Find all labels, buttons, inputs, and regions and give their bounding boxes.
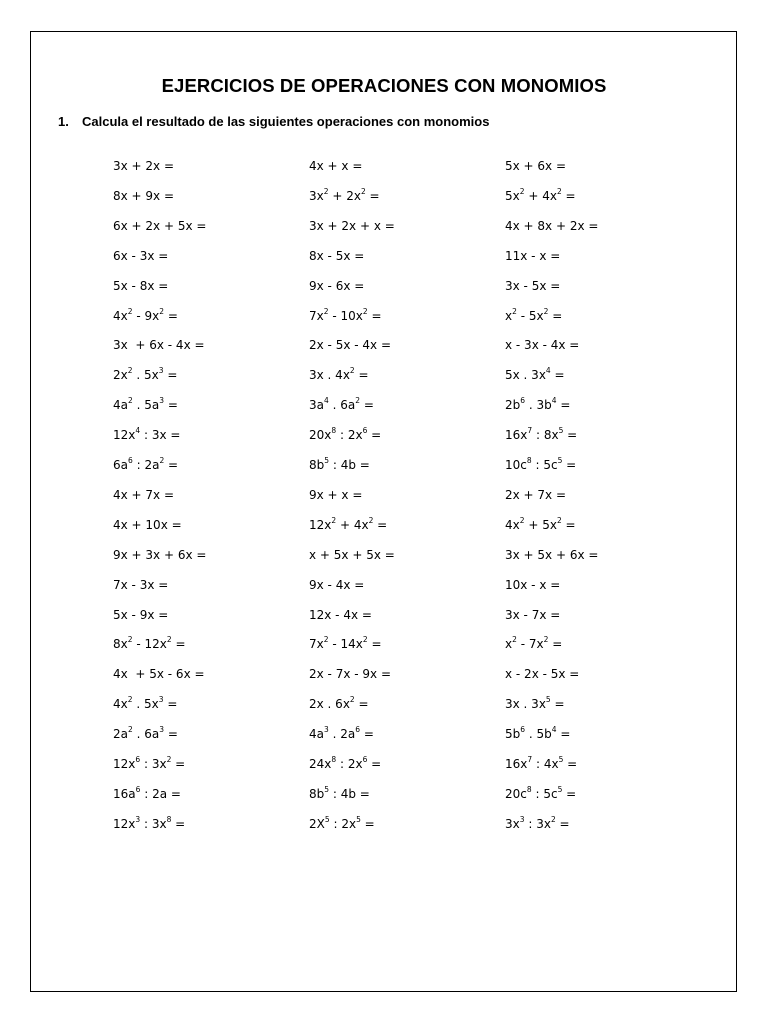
exercise-item: $7x^2 - 10x^2$ =: [309, 306, 382, 323]
exercise-item: $10c^8$ : $5c^5$ =: [505, 456, 577, 472]
exercise-item: 2x . $6x^2$ =: [309, 695, 369, 712]
exercise-item: 2x + 7x =: [505, 487, 567, 502]
instruction-text: Calcula el resultado de las siguientes operaciones con monomios: [82, 114, 490, 129]
exercise-row: [0, 186, 768, 206]
exercise-item: $6a^6$ : $2a^2$ =: [113, 456, 179, 472]
exercise-item: 9x + x =: [309, 487, 363, 502]
exercise-item: 3x + 2x =: [113, 159, 175, 173]
exercise-item: 5x - 9x =: [113, 607, 169, 622]
exercise-item: 11x - x =: [505, 248, 561, 263]
exercise-item: $20c^8$ : $5c^5$ =: [505, 784, 577, 801]
exercise-item: $4a^2$ . $5a^3$ =: [113, 396, 178, 413]
exercise-item: x - 3x - 4x =: [505, 338, 580, 353]
exercise-item: $8x^2 - 12x^2$ =: [113, 635, 186, 652]
exercise-item: 7x - 3x =: [113, 577, 169, 592]
exercise-item: 5x . $3x^4$ =: [505, 366, 565, 383]
exercise-item: 5x - 8x =: [113, 278, 169, 293]
exercise-row: [0, 634, 768, 654]
exercise-row: [0, 485, 768, 505]
exercise-item: 3x . $3x^5$ =: [505, 695, 565, 712]
exercise-item: $4x^2$ . $5x^3$ =: [113, 695, 178, 712]
exercise-row: [0, 335, 768, 355]
exercise-item: $3a^4$ . $6a^2$ =: [309, 396, 374, 413]
exercise-item: $5x^2 + 4x^2$ =: [505, 186, 576, 203]
exercise-item: $x^2 - 7x^2$ =: [505, 635, 563, 652]
exercise-row: [0, 724, 768, 744]
exercise-item: $12x^3$ : $3x^8$ =: [113, 814, 186, 831]
exercise-item: 2x - 5x - 4x =: [309, 338, 391, 353]
exercise-row: [0, 156, 768, 176]
exercise-item: $12x^2 + 4x^2$ =: [309, 515, 388, 532]
exercise-item: x + 5x + 5x =: [309, 547, 395, 562]
exercise-item: $16a^6$ : 2a =: [113, 784, 181, 801]
exercise-item: $12x^4$ : 3x =: [113, 426, 181, 443]
exercise-item: $8b^5$ : 4b =: [309, 456, 370, 472]
worksheet-title: EJERCICIOS DE OPERACIONES CON MONOMIOS: [161, 75, 607, 96]
exercise-item: $2a^2$ . $6a^3$ =: [113, 725, 178, 742]
exercise-row: [0, 515, 768, 535]
exercise-item: $16x^7$ : $8x^5$ =: [505, 426, 578, 443]
exercise-item: 9x - 6x =: [309, 278, 365, 293]
exercise-item: 10x - x =: [505, 577, 561, 592]
exercise-item: 3x . $4x^2$ =: [309, 366, 369, 383]
exercise-item: $3x^2 + 2x^2$ =: [309, 186, 380, 203]
exercise-item: $2x^2$ . $5x^3$ =: [113, 366, 178, 383]
exercise-item: 4x + 8x + 2x =: [505, 218, 599, 233]
exercise-item: $8b^5$ : 4b =: [309, 784, 370, 801]
exercise-item: 3x + 2x + x =: [309, 218, 395, 233]
exercise-row: [0, 276, 768, 296]
exercise-row: [0, 425, 768, 445]
exercise-item: 2x - 7x - 9x =: [309, 667, 391, 682]
exercise-item: 4x + 10x =: [113, 517, 182, 532]
exercise-item: 8x + 9x =: [113, 188, 175, 203]
exercise-row: [0, 216, 768, 236]
exercise-item: $20x^8$ : $2x^6$ =: [309, 426, 382, 443]
exercise-row: [0, 575, 768, 595]
exercise-item: 9x - 4x =: [309, 577, 365, 592]
exercise-item: 3x + 6x - 4x =: [113, 338, 205, 353]
exercise-row: [0, 754, 768, 774]
exercise-item: 6x - 3x =: [113, 248, 169, 263]
exercise-row: [0, 664, 768, 684]
exercise-row: [0, 246, 768, 266]
exercise-item: 4x + 5x - 6x =: [113, 667, 205, 682]
exercise-item: $4x^2 + 5x^2$ =: [505, 515, 576, 532]
exercise-item: $12x^6$ : $3x^2$ =: [113, 755, 186, 771]
exercise-item: 12x - 4x =: [309, 607, 372, 622]
exercise-row: [0, 365, 768, 385]
exercise-item: $4x^2 - 9x^2$ =: [113, 306, 178, 323]
exercise-row: [0, 605, 768, 625]
exercise-item: $4a^3$ . $2a^6$ =: [309, 725, 374, 742]
exercise-item: 3x + 5x + 6x =: [505, 547, 599, 562]
exercise-item: 6x + 2x + 5x =: [113, 218, 207, 233]
exercise-item: 4x + x =: [309, 159, 363, 173]
exercise-item: 3x - 5x =: [505, 278, 561, 293]
exercise-item: $2b^6$ . $3b^4$ =: [505, 396, 571, 413]
exercise-item: 8x - 5x =: [309, 248, 365, 263]
exercise-row: [0, 455, 768, 475]
exercise-row: [0, 395, 768, 415]
instruction-number: 1.: [58, 114, 69, 129]
exercise-item: $2X^5$ : $2x^5$ =: [309, 814, 375, 831]
exercise-item: $24x^8$ : $2x^6$ =: [309, 755, 382, 771]
exercise-row: [0, 306, 768, 326]
exercise-item: 3x - 7x =: [505, 607, 561, 622]
exercise-item: $x^2 - 5x^2$ =: [505, 306, 563, 323]
exercise-item: 9x + 3x + 6x =: [113, 547, 207, 562]
exercise-item: $5b^6$ . $5b^4$ =: [505, 725, 571, 742]
exercise-item: x - 2x - 5x =: [505, 667, 580, 682]
exercise-row: [0, 694, 768, 714]
exercise-item: $16x^7$ : $4x^5$ =: [505, 755, 578, 771]
exercise-item: $7x^2 - 14x^2$ =: [309, 635, 382, 652]
exercise-item: 4x + 7x =: [113, 487, 175, 502]
exercise-row: [0, 545, 768, 565]
exercise-item: 5x + 6x =: [505, 159, 567, 173]
exercise-row: [0, 784, 768, 804]
exercise-item: $3x^3$ : $3x^2$ =: [505, 814, 570, 831]
exercise-row: [0, 814, 768, 834]
